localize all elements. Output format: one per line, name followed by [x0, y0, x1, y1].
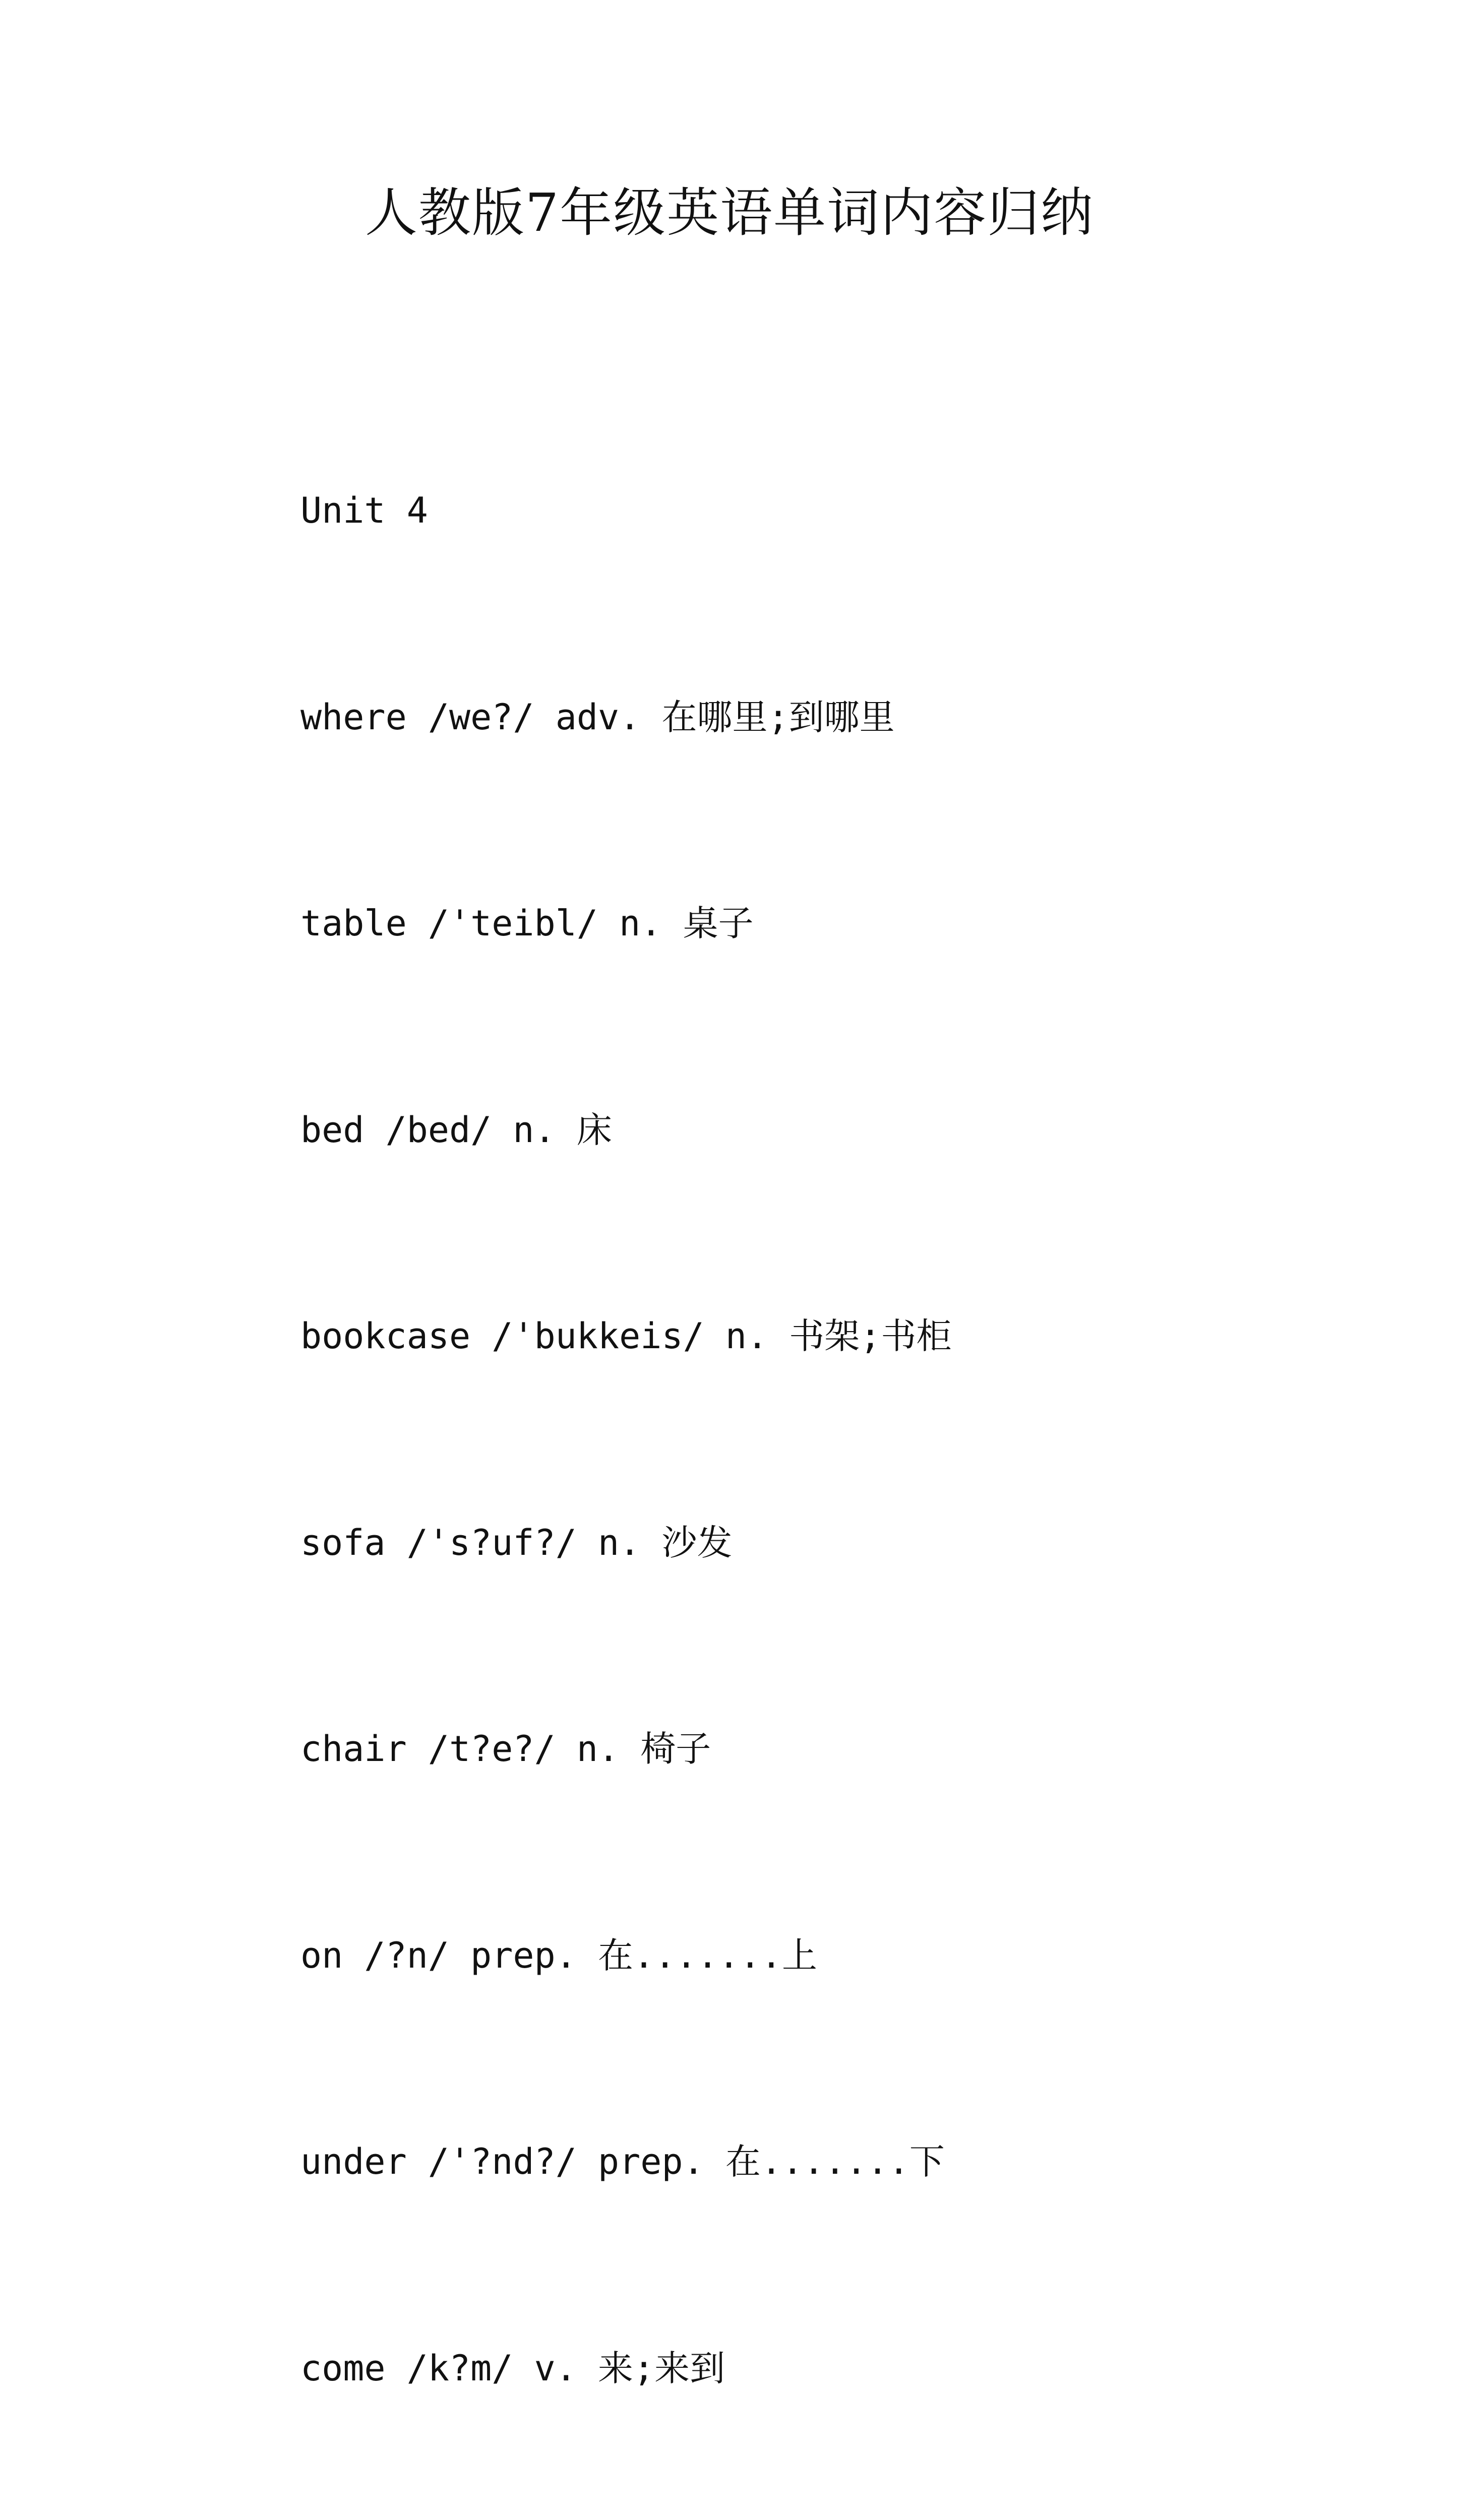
vocabulary-entry: bookcase /'bukkeis/ n. 书架;书柜 — [300, 1315, 952, 1357]
vocabulary-list — [300, 339, 1410, 2520]
vocabulary-entry: sofa /'s?uf?/ n. 沙发 — [300, 1522, 733, 1563]
vocabulary-entry: bed /bed/ n. 床 — [300, 1109, 612, 1151]
vocabulary-entry: come /k?m/ v. 来;来到 — [300, 2347, 725, 2389]
vocabulary-entry: on /?n/ prep. 在.......上 — [300, 1934, 818, 1976]
vocabulary-entry: table /'teibl/ n. 桌子 — [300, 903, 754, 944]
document-title: 人教版7年级英语单词内容归纳 — [364, 182, 1095, 243]
vocabulary-entry: under /'?nd?/ prep. 在.......下 — [300, 2141, 945, 2182]
vocabulary-entry: where /we?/ adv. 在哪里;到哪里 — [300, 696, 895, 738]
vocabulary-entry: chair /t?e?/ n. 椅子 — [300, 1728, 711, 1770]
unit-heading: Unit 4 — [300, 490, 428, 531]
